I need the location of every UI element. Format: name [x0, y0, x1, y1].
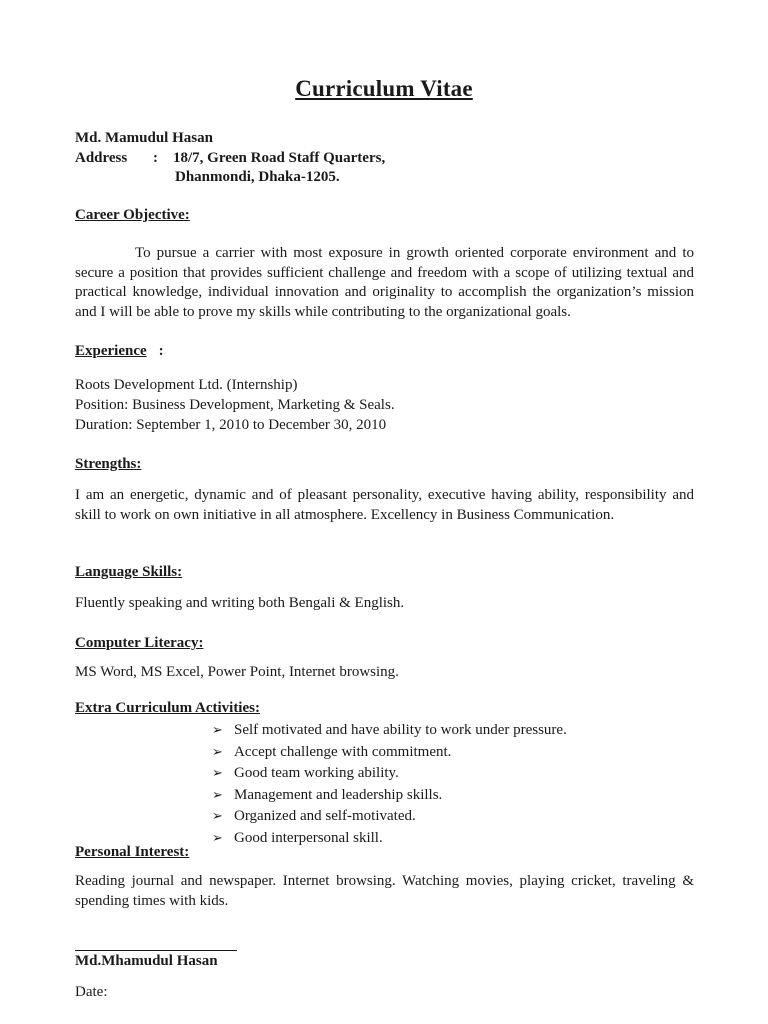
experience-duration: Duration: September 1, 2010 to December 30, 2010: [75, 417, 387, 433]
list-item: ➢ Good interpersonal skill.: [212, 828, 567, 850]
computer-literacy-heading: Computer Literacy:: [75, 635, 204, 651]
extra-curriculum-heading: Extra Curriculum Activities:: [75, 700, 260, 716]
career-objective-text: To pursue a carrier with most exposure in growth oriented corporate environment and to secure a position that provides sufficient challenge and freedom with a scope of utilizing textual and practical knowledge, individual innovation and originality to accomplish the organization’s mission and I will be able to prove my skills while contributing to the organizational goals.: [75, 245, 694, 320]
experience-company: Roots Development Ltd. (Internship): [75, 377, 298, 393]
list-item: ➢ Organized and self-motivated.: [212, 806, 567, 828]
address-value-1: 18/7, Green Road Staff Quarters,: [173, 150, 386, 166]
arrow-bullet-icon: ➢: [212, 744, 223, 760]
arrow-bullet-icon: ➢: [212, 787, 223, 803]
signature-name: Md.Mhamudul Hasan: [75, 953, 218, 969]
arrow-bullet-icon: ➢: [212, 809, 223, 824]
address-line-2: Dhanmondi, Dhaka-1205.: [175, 169, 340, 185]
experience-colon: :: [158, 343, 164, 359]
strengths-text: I am an energetic, dynamic and of pleasant personality, executive having ability, responsibility and skill to work on own initiative in all atmosphere. Excellency in Business Communication.: [75, 487, 694, 523]
list-item: ➢ Management and leadership skills.: [212, 785, 567, 807]
list-item: ➢ Good team working ability.: [212, 763, 567, 785]
personal-interest-heading: Personal Interest:: [75, 844, 190, 860]
experience-heading-row: [75, 343, 164, 360]
experience-heading: Experience: [75, 343, 147, 359]
document-title: Curriculum Vitae: [295, 76, 473, 101]
address-colon: :: [153, 150, 158, 166]
applicant-name: Md. Mamudul Hasan: [75, 130, 213, 146]
address-line-1: [75, 150, 385, 167]
list-item: ➢ Accept challenge with commitment.: [212, 742, 567, 764]
signature-line: [75, 950, 237, 951]
language-skills-heading: Language Skills:: [75, 564, 183, 580]
arrow-bullet-icon: ➢: [212, 830, 223, 846]
arrow-bullet-icon: ➢: [212, 766, 223, 781]
personal-interest-text: Reading journal and newspaper. Internet browsing. Watching movies, playing cricket, traveling & spending times with kids.: [75, 873, 694, 909]
strengths-heading: Strengths:: [75, 456, 142, 472]
computer-literacy-text: MS Word, MS Excel, Power Point, Internet browsing.: [75, 664, 399, 680]
arrow-bullet-icon: ➢: [212, 723, 223, 738]
experience-position: Position: Business Development, Marketing & Seals.: [75, 397, 395, 413]
career-objective-heading: Career Objective:: [75, 207, 190, 223]
address-label: Address: [75, 150, 128, 166]
extra-curriculum-list: [212, 720, 567, 849]
date-label: Date:: [75, 984, 108, 1000]
list-item: ➢ Self motivated and have ability to work under pressure.: [212, 720, 567, 742]
language-skills-text: Fluently speaking and writing both Bengali & English.: [75, 595, 405, 611]
